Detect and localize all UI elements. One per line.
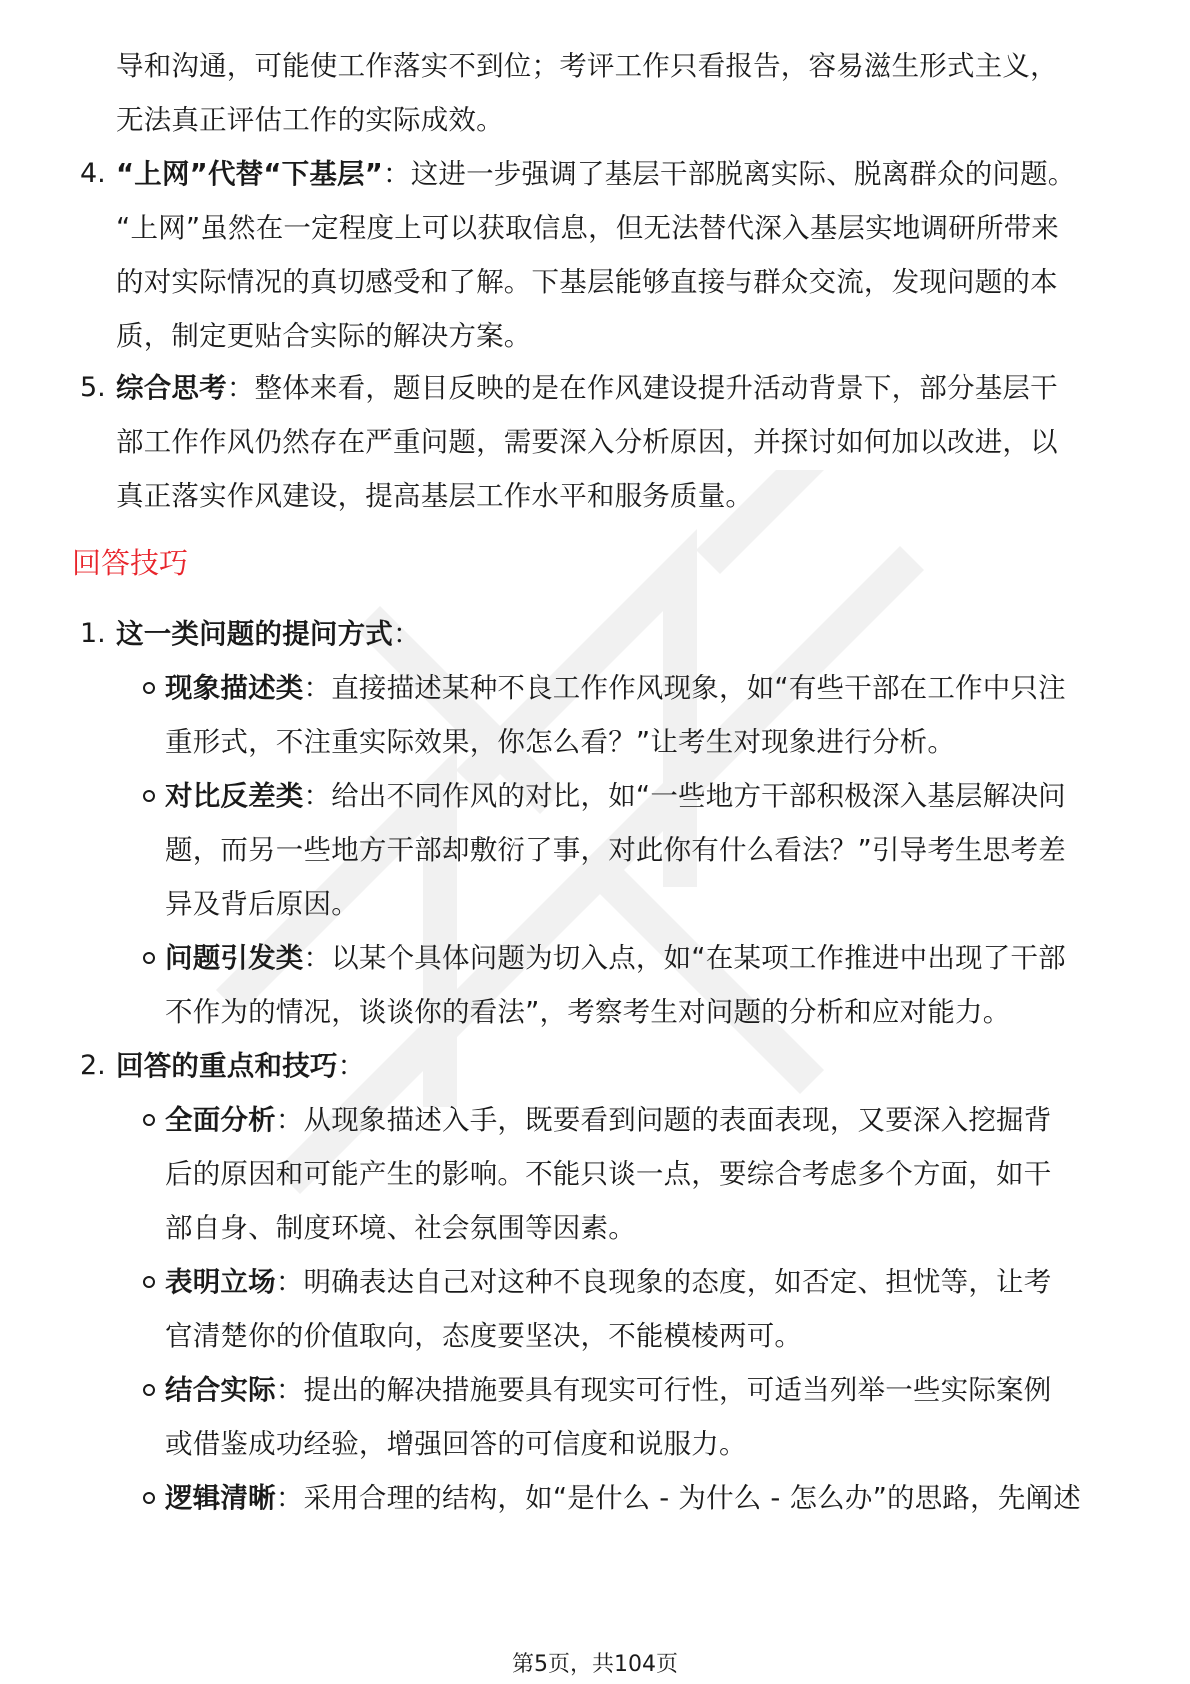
item-text-line: “上网”虽然在一定程度上可以获取信息，但无法替代深入基层实地调研所带来 <box>116 212 1059 244</box>
bullet-text: 从现象描述入手，既要看到问题的表面表现，又要深入挖掘背 <box>303 1104 1052 1136</box>
item-title: 回答的重点和技巧 <box>116 1050 338 1082</box>
bullet-item <box>165 1370 1051 1410</box>
list-number: 2. <box>80 1050 106 1081</box>
list-item <box>116 154 1076 194</box>
bullet-separator: ： <box>303 942 332 974</box>
bullet-separator: ： <box>275 1266 304 1298</box>
list-item <box>116 368 1058 408</box>
item-title: “上网”代替“下基层” <box>116 158 383 190</box>
bullet-title: 逻辑清晰 <box>165 1482 276 1514</box>
bullet-icon <box>143 952 155 964</box>
bullet-icon <box>143 790 155 802</box>
bullet-text-line: 题，而另一些地方干部却敷衍了事，对此你有什么看法？”引导考生思考差 <box>165 834 1066 866</box>
bullet-title: 问题引发类 <box>165 942 304 974</box>
continuation-line-1: 导和沟通，可能使工作落实不到位；考评工作只看报告，容易滋生形式主义， <box>116 50 1058 82</box>
bullet-text-line: 或借鉴成功经验，增强回答的可信度和说服力。 <box>165 1428 747 1460</box>
list-item <box>116 1046 365 1086</box>
bullet-icon <box>143 682 155 694</box>
bullet-text-line: 异及背后原因。 <box>165 888 359 920</box>
bullet-title: 全面分析 <box>165 1104 276 1136</box>
bullet-item <box>165 776 1066 816</box>
item-separator: ： <box>337 1050 366 1082</box>
item-separator: ： <box>393 618 421 650</box>
bullet-text: 提出的解决措施要具有现实可行性，可适当列举一些实际案例 <box>303 1374 1052 1406</box>
list-number: 4. <box>80 158 106 189</box>
bullet-text: 以某个具体问题为切入点，如“在某项工作推进中出现了干部 <box>331 942 1066 974</box>
bullet-separator: ： <box>303 672 332 704</box>
page-footer: 第5页，共104页 <box>512 1652 678 1677</box>
bullet-icon <box>143 1114 155 1126</box>
bullet-separator: ： <box>275 1374 304 1406</box>
bullet-text-line: 部自身、制度环境、社会氛围等因素。 <box>165 1212 636 1244</box>
bullet-text: 明确表达自己对这种不良现象的态度，如否定、担忧等，让考 <box>303 1266 1052 1298</box>
bullet-text-line: 官清楚你的价值取向，态度要坚决，不能模棱两可。 <box>165 1320 803 1352</box>
bullet-separator: ： <box>303 780 332 812</box>
item-text-line: 部工作作风仍然存在严重问题，需要深入分析原因，并探讨如何加以改进，以 <box>116 426 1058 458</box>
bullet-title: 对比反差类 <box>165 780 304 812</box>
bullet-separator: ： <box>275 1482 304 1514</box>
bullet-text: 采用合理的结构，如“是什么 - 为什么 - 怎么办”的思路，先阐述 <box>303 1482 1081 1514</box>
bullet-icon <box>143 1492 155 1504</box>
bullet-item <box>165 938 1066 978</box>
bullet-text: 直接描述某种不良工作作风现象，如“有些干部在工作中只注 <box>331 672 1066 704</box>
item-text: 这进一步强调了基层干部脱离实际、脱离群众的问题。 <box>410 158 1076 190</box>
item-text-line: 质，制定更贴合实际的解决方案。 <box>116 320 532 352</box>
section-heading: 回答技巧 <box>72 546 189 580</box>
item-separator: ： <box>383 158 411 190</box>
bullet-icon <box>143 1384 155 1396</box>
bullet-text-line: 重形式，不注重实际效果，你怎么看？”让考生对现象进行分析。 <box>165 726 956 758</box>
item-title: 综合思考 <box>116 372 227 404</box>
bullet-item <box>165 668 1066 708</box>
item-text-line: 真正落实作风建设，提高基层工作水平和服务质量。 <box>116 480 754 512</box>
bullet-item <box>165 1478 1081 1518</box>
bullet-text-line: 不作为的情况，谈谈你的看法”，考察考生对问题的分析和应对能力。 <box>165 996 1011 1028</box>
list-number: 1. <box>80 618 106 649</box>
bullet-icon <box>143 1276 155 1288</box>
item-text: 整体来看，题目反映的是在作风建设提升活动背景下，部分基层干 <box>254 372 1058 404</box>
bullet-separator: ： <box>275 1104 304 1136</box>
item-separator: ： <box>226 372 255 404</box>
bullet-title: 现象描述类 <box>165 672 304 704</box>
list-number: 5. <box>80 372 106 403</box>
continuation-line-2: 无法真正评估工作的实际成效。 <box>116 104 504 136</box>
bullet-item <box>165 1100 1051 1140</box>
bullet-title: 结合实际 <box>165 1374 276 1406</box>
bullet-title: 表明立场 <box>165 1266 276 1298</box>
bullet-item <box>165 1262 1051 1302</box>
item-text-line: 的对实际情况的真切感受和了解。下基层能够直接与群众交流，发现问题的本 <box>116 266 1058 298</box>
item-title: 这一类问题的提问方式 <box>116 618 393 650</box>
list-item <box>116 614 421 654</box>
bullet-text-line: 后的原因和可能产生的影响。不能只谈一点，要综合考虑多个方面，如干 <box>165 1158 1052 1190</box>
bullet-text: 给出不同作风的对比，如“一些地方干部积极深入基层解决问 <box>331 780 1066 812</box>
